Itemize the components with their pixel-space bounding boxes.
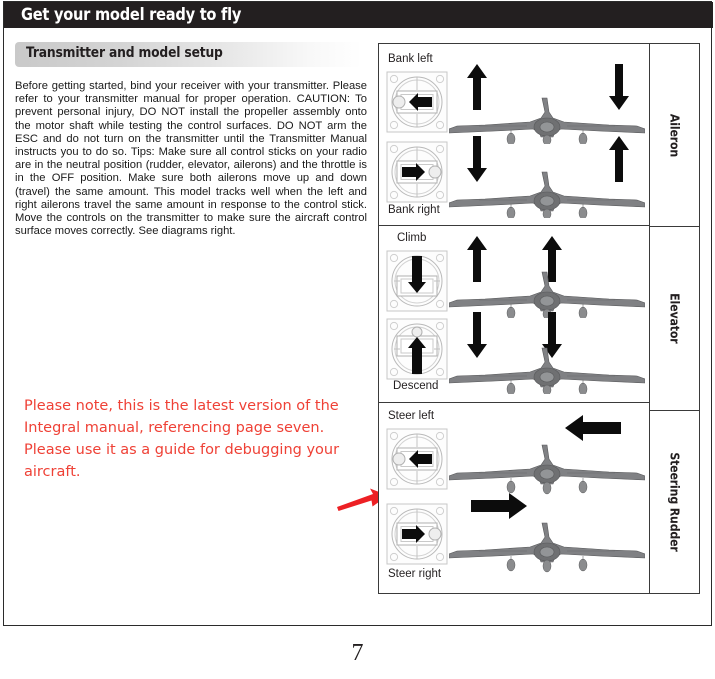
aircraft-top-view [449, 443, 645, 495]
chapter-header-bar [4, 2, 713, 28]
text-column [15, 42, 370, 238]
caption-bank-left: Bank left [388, 53, 433, 65]
arrow-left-icon [565, 415, 621, 441]
page-number: 7 [351, 640, 364, 666]
axis-label-steering-rudder: Steering Rudder [667, 452, 682, 552]
transmitter-stick-bank-right [386, 141, 448, 203]
arrow-right-icon [471, 493, 527, 519]
manual-page [3, 1, 712, 626]
control-block-elevator [379, 226, 649, 403]
annotation-note: Please note, this is the latest version of the Integral manual, referencing page seven. Please use it as a guide for debugging your aircraft. [24, 398, 340, 480]
caption-descend: Descend [393, 380, 439, 392]
body-copy [15, 80, 367, 238]
section-title: Transmitter and model setup [26, 45, 223, 61]
control-diagram-table [378, 43, 700, 594]
aircraft-top-view [449, 521, 645, 573]
axis-label-elevator: Elevator [650, 227, 699, 410]
caption-steer-left: Steer left [388, 410, 435, 422]
transmitter-stick-bank-left [386, 71, 448, 133]
axis-label-aileron: Aileron [650, 44, 699, 227]
transmitter-stick-descend [386, 318, 448, 380]
control-block-aileron [379, 44, 649, 226]
aircraft-top-view [449, 346, 645, 394]
axis-label-column [650, 44, 699, 593]
aircraft-top-view [449, 270, 645, 318]
transmitter-stick-climb [386, 250, 448, 312]
chapter-title: Get your model ready to fly [21, 5, 242, 25]
control-block-steering-rudder [379, 403, 649, 592]
body-paragraph: Before getting started, bind your receiver with your transmitter. Please refer to your transmitter manual for proper operation. CAUTION: To prevent personal injury, DO NOT install the propeller assembly onto the motor shaft while testing the control surfaces. DO NOT arm the ESC and do not turn on the transmitter until the Transmitter Manual instructs you to do so. Tips: Make sure all control sticks on your radio are in the neutral position (rudder, elevator, ailerons) and the throttle is in the OFF position. Make sure both ailerons move up and down (travel) the same amount. This model tracks well when the left and right ailerons travel the same amount in response to the control stick. Move the controls on the transmitter to make sure the aircraft control surface moves correctly. See diagrams right. [15, 80, 367, 238]
caption-bank-right: Bank right [388, 204, 440, 216]
caption-climb: Climb [397, 232, 427, 244]
transmitter-stick-steer-right [386, 503, 448, 565]
diagram-rows [379, 44, 650, 593]
caption-steer-right: Steer right [388, 568, 442, 580]
section-header-bar [15, 42, 362, 67]
aircraft-top-view [449, 170, 645, 218]
transmitter-stick-steer-left [386, 428, 448, 490]
